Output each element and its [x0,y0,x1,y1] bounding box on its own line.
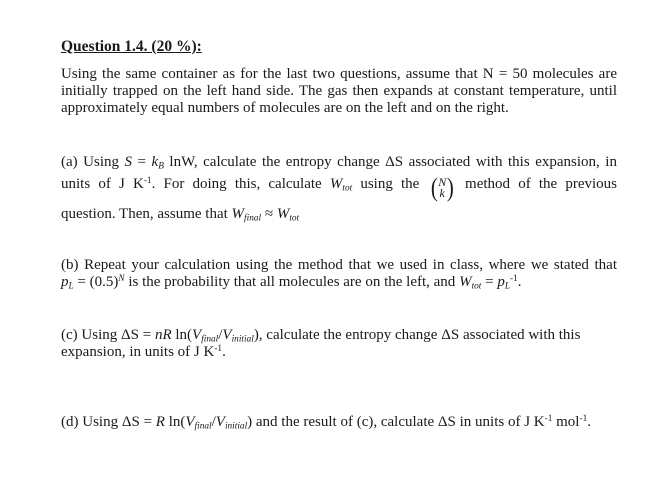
question-title: Question 1.4. (20 %): [61,38,202,55]
part-c-line-1: (c) Using ΔS = nR $\ln(V_{final}/V_{initial})$, calculate the entropy change ΔS associated with this [61,327,581,345]
part-b-line-2: $p_L = (0.5)^N$ is the probability that all molecules are on the left, and $W_{tot} = p_L^{-1}$. [61,273,522,292]
part-a-line-2: units of J $K^{-1}$. For doing this, calculate $W_{tot}$ using the ( N k ) method of the previous [61,173,617,202]
part-d-line-1: (d) Using ΔS = R $\ln(V_{final}/V_{initial})$ and the result of (c), calculate ΔS in units of J $K^{-1}$ mol$^{-1}$. [61,413,591,432]
part-a [61,154,617,223]
binomial-coefficient: ( N k ) [430,173,455,202]
part-c [61,327,617,361]
intro-line-1: Using the same container as for the last two questions, assume that N = 50 molecules are [61,66,617,82]
part-a-line-3: question. Then, assume that $W_{final} \approx W_{tot}$ [61,206,300,224]
intro-line-2: initially trapped on the left hand side. The gas then expands at constant temperature, until [61,83,617,99]
part-d [61,414,617,431]
intro-line-3: approximately equal numbers of molecules are on the left and on the right. [61,100,509,116]
part-b [61,257,617,291]
intro-paragraph [61,66,617,117]
part-b-line-1: (b) Repeat your calculation using the method that we used in class, where we stated that [61,257,617,273]
part-a-line-1: (a) Using $S = k_B$ lnW, calculate the entropy change ΔS associated with this expansion, in [61,154,617,172]
part-c-line-2: expansion, in units of J $K^{-1}$. [61,343,226,360]
